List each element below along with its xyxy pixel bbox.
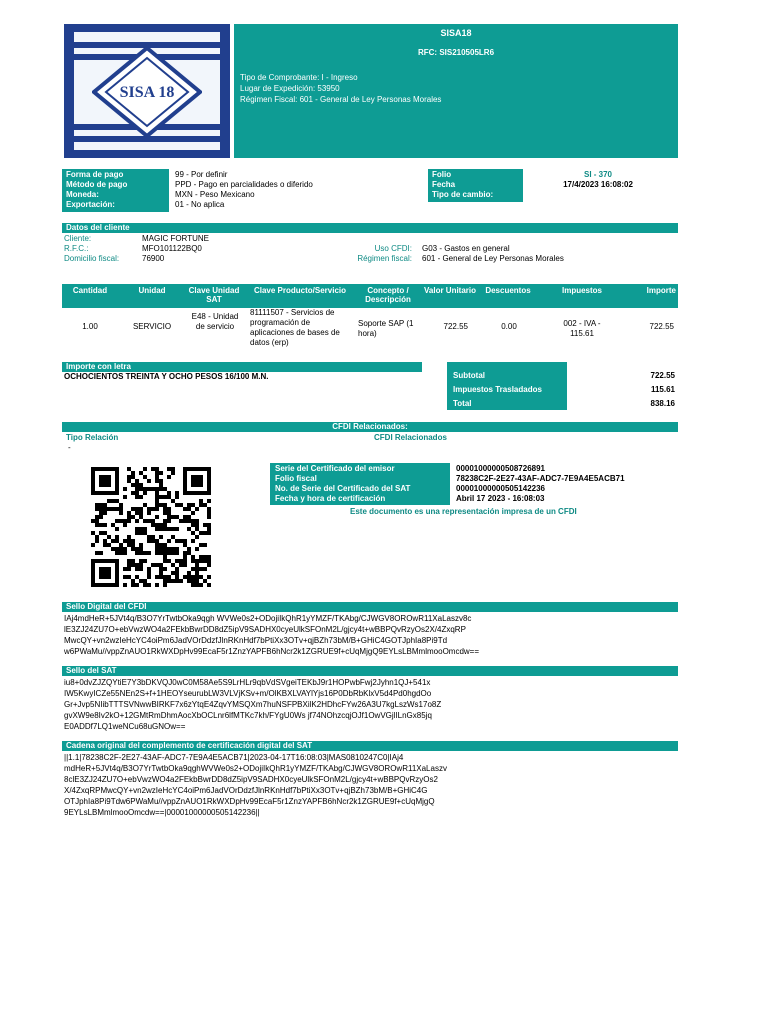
issuer-header [234, 24, 678, 158]
sello-cfdi-line: MwcQY+vn2wzIeHcYC4oiPm6JadVOrDdzfJlnRKnHdf7bPtiXx3OTv+qjBZh73bM/B+GHiC4GOTJphIa8Pi9Td [64, 636, 448, 645]
logo-text: SISA 18 [119, 84, 175, 101]
sello-sat-text [64, 677, 676, 732]
folio-values [530, 170, 666, 200]
tipo-cambio-label: Tipo de cambio: [432, 190, 494, 199]
cadena-line: OTJphIa8Pi9Tdw6PWaMu//vppZnAUO1RkWXDpHv99EcaF5r1ZnzYAPFB6hNcr2k1ZGRUE9f+cUqMjgQ [64, 797, 435, 806]
fecha-label: Fecha [432, 180, 456, 189]
cadena-line: X/4ZxqRPMwcQY+vn2wzIeHcYC4oiPm6JadVOrDdzfJlnRKnHdf7bPtiXx3OTv+qjBZh73bM/B+GHiC4G [64, 786, 428, 795]
comprobante-type: Tipo de Comprobante: I - Ingreso [240, 73, 358, 82]
sello-cfdi-text [64, 613, 676, 657]
sello-sat-line: E0ADDf7LQ1weNCu68uGNOw== [64, 722, 186, 731]
tipo-relacion-value: - [68, 443, 71, 452]
cadena-line: 8clE3ZJ24ZU7O+ebVwzWO4a2FEkbBwrDD8dZ5ipV9SADHX0cyeUlkSFOnM2L/gjcy4t+wBBPQvRzyOs2 [64, 775, 438, 784]
subtotal-label: Subtotal [453, 371, 485, 380]
importe-letra-value: OCHOCIENTOS TREINTA Y OCHO PESOS 16/100 M.N. [64, 372, 269, 381]
table-row [62, 308, 678, 350]
exportacion-value: 01 - No aplica [175, 200, 225, 209]
fecha-certificacion-value: Abril 17 2023 - 16:08:03 [456, 494, 545, 503]
forma-pago-label: Forma de pago [66, 170, 124, 179]
regimen-cliente-value: 601 - General de Ley Personas Morales [422, 254, 564, 263]
logo-panel [74, 32, 220, 150]
uso-cfdi-value: G03 - Gastos en general [422, 244, 510, 253]
metodo-pago-label: Método de pago [66, 180, 128, 189]
issuer-name: SISA18 [440, 28, 472, 38]
folio-label: Folio [432, 170, 452, 179]
item-clave-unidad: E48 - Unidad de servicio [191, 312, 239, 331]
serie-emisor-label: Serie del Certificado del emisor [275, 464, 395, 473]
impuestos-trasladados-value: 115.61 [650, 385, 675, 394]
folio-fiscal-label: Folio fiscal [275, 474, 317, 483]
total-label: Total [453, 399, 472, 408]
cliente-label: Cliente: [64, 234, 92, 243]
col-impuestos: Impuestos [561, 286, 602, 295]
item-valor-unitario: 722.55 [443, 322, 468, 331]
client-values [142, 234, 209, 264]
qr-code-icon [82, 467, 220, 587]
col-clave-producto: Clave Producto/Servicio [253, 286, 347, 295]
forma-pago-value: 99 - Por definir [175, 170, 228, 179]
item-clave-producto: 81111507 - Servicios de programación de aplicaciones de bases de datos (erp) [250, 308, 340, 347]
sello-sat-line: iu8+0dvZJZQYtiE7Y3bDKVQJ0wC0M58Ae5S9LrHLr9qbVdSVgeiTEKbJ9r1HOPwbFwj2Jyhn1QJ+541x [64, 678, 431, 687]
subtotal-value: 722.55 [650, 371, 675, 380]
tipo-relacion-label: Tipo Relación [66, 433, 119, 442]
sello-sat-line: gvXW9e8Iv2kO+12GMtRmDhmAocXbOCLnr6lfMTKc7kh/FYgU0Ws jf74NOhzcqjOJf1OwVGjlILnGx85jq [64, 711, 432, 720]
serie-emisor-value: 00001000000508726891 [456, 464, 545, 473]
client-section-header: Datos del cliente [62, 223, 678, 233]
items-header [62, 284, 678, 308]
issuer-info [240, 72, 441, 105]
totals-values [600, 371, 675, 413]
item-unidad: SERVICIO [132, 322, 172, 331]
regimen-fiscal: Régimen Fiscal: 601 - General de Ley Personas Morales [240, 95, 442, 104]
cadena-original-text [64, 752, 676, 818]
domicilio-value: 76900 [142, 254, 165, 263]
cliente-value: MAGIC FORTUNE [142, 234, 209, 243]
tipo-cambio-value [530, 190, 666, 200]
moneda-label: Moneda: [66, 190, 99, 199]
cadena-line: ||1.1|78238C2F-2E27-43AF-ADC7-7E9A4E5ACB71|2023-04-17T16:08:03|MAS0810247C0|IAj4 [64, 753, 404, 762]
uso-cfdi-label: Uso CFDI: [374, 244, 412, 253]
total-value: 838.16 [650, 399, 675, 408]
col-clave-unidad: Clave Unidad SAT [188, 286, 240, 304]
col-cantidad: Cantidad [72, 286, 108, 295]
item-concepto: Soporte SAP (1 hora) [358, 319, 414, 338]
col-unidad: Unidad [138, 286, 166, 295]
moneda-value: MXN - Peso Mexicano [175, 190, 255, 199]
col-descuentos: Descuentos [485, 286, 531, 295]
cadena-line: 9EYLsLBMmlmooOmcdw==|00001000000505142236|| [64, 808, 260, 817]
item-impuestos: 002 - IVA - 115.61 [563, 319, 601, 338]
cadena-line: mdHeR+5JVt4q/B3O7YrTwtbOka9qghWVWe0s2+ODojiIkQhR1yYMZF/TKAbg/CJWGV8OROwR11XaLaszv [64, 764, 447, 773]
fecha-value: 17/4/2023 16:08:02 [563, 180, 633, 189]
cfdi-relacionados-header: CFDI Relacionados: [62, 422, 678, 432]
domicilio-label: Domicilio fiscal: [64, 254, 120, 263]
rfc-value: MFO101122BQ0 [142, 244, 202, 253]
fecha-certificacion-label: Fecha y hora de certificación [275, 494, 386, 503]
sello-sat-header: Sello del SAT [62, 666, 678, 676]
representacion-note: Este documento es una representación impresa de un CFDI [350, 507, 577, 516]
lugar-expedicion: Lugar de Expedición: 53950 [240, 84, 340, 93]
certificate-values [456, 464, 625, 504]
metodo-pago-value: PPD - Pago en parcialidades o diferido [175, 180, 313, 189]
serie-sat-value: 00001000000505142236 [456, 484, 545, 493]
col-concepto: Concepto / Descripción [365, 286, 411, 304]
cfdi-relacionados-label: CFDI Relacionados [374, 433, 447, 442]
cadena-original-header: Cadena original del complemento de certificación digital del SAT [62, 741, 678, 751]
client-labels [64, 234, 119, 264]
item-descuentos: 0.00 [501, 322, 517, 331]
rfc-label: R.F.C.: [64, 244, 89, 253]
folio-info [432, 170, 493, 200]
company-logo [64, 24, 230, 158]
sello-cfdi-line: w6PWaMu//vppZnAUO1RkWXDpHv99EcaF5r1ZnzYAPFB6hNcr2k1ZGRUE9f+cUqMjgQ9EYLsLBMmlmooOmcdw== [64, 647, 480, 656]
importe-letra-header: Importe con letra [62, 362, 422, 372]
item-cantidad: 1.00 [82, 322, 98, 331]
impuestos-trasladados-label: Impuestos Trasladados [453, 385, 542, 394]
issuer-rfc: RFC: SIS210505LR6 [417, 48, 495, 57]
sello-sat-line: Gr+Jvp5NIibTTTSVNwwBIRKF7x6zYtqE4ZqvYMSQXm7huNSFPBXilK2HDhcFYw26A3U7kgLszWs17o8Z [64, 700, 442, 709]
certificate-labels [275, 464, 410, 504]
col-importe: Importe [646, 286, 676, 295]
payment-values [175, 170, 313, 210]
folio-fiscal-value: 78238C2F-2E27-43AF-ADC7-7E9A4E5ACB71 [456, 474, 625, 483]
sello-cfdi-line: lE3ZJ24ZU7O+ebVwzWO4a2FEkbBwrDD8dZ5ipV9SADHX0cyeUlkSFOnM2L/gjcy4t+wBBPQvRzyOs2X/4ZxqRP [64, 625, 466, 634]
regimen-cliente-label: Régimen fiscal: [357, 254, 412, 263]
col-valor-unitario: Valor Unitario [424, 286, 477, 295]
sello-cfdi-line: IAj4mdHeR+5JVt4q/B3O7YrTwtbOka9qgh WVWe0s2+ODojiIkQhR1yYMZF/TKAbg/CJWGV8OROwR11XaLaszv8c [64, 614, 472, 623]
sello-sat-line: IW5KwyICZe55NEn2S+f+1HEOYseurubLW3VLVjKSv+m/OlKBXLVAYlYjs16P0DbRbKlxV5d4Pd0hgdOo [64, 689, 432, 698]
exportacion-label: Exportación: [66, 200, 115, 209]
totals-labels [453, 371, 542, 413]
folio-value: SI - 370 [583, 170, 612, 179]
item-importe: 722.55 [649, 322, 674, 331]
sello-cfdi-header: Sello Digital del CFDI [62, 602, 678, 612]
payment-info [66, 170, 127, 210]
serie-sat-label: No. de Serie del Certificado del SAT [275, 484, 411, 493]
